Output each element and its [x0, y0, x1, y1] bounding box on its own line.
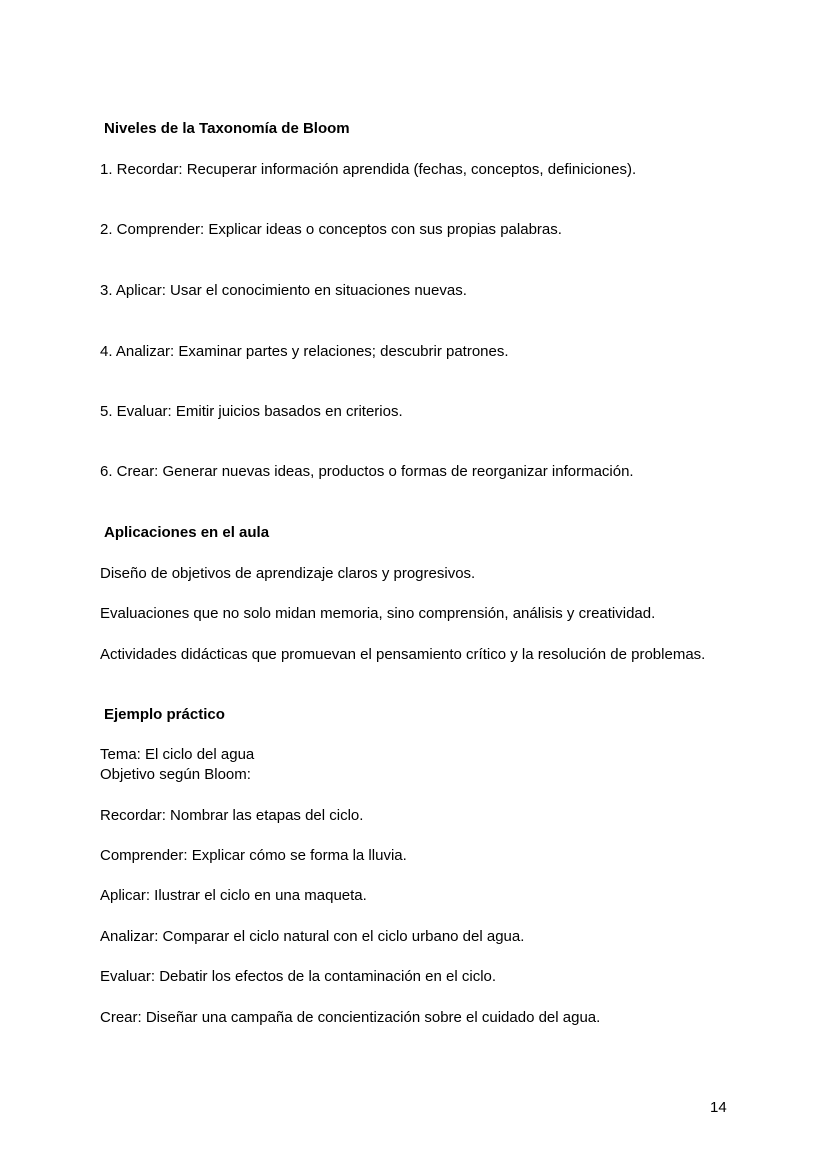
classroom-item: Actividades didácticas que promuevan el pensamiento crítico y la resolución de problemas.	[100, 646, 706, 663]
example-item: Aplicar: Ilustrar el ciclo en una maqueta.	[100, 887, 367, 904]
bloom-level-item: 2. Comprender: Explicar ideas o conceptos con sus propias palabras.	[100, 221, 562, 238]
section-heading-bloom-levels: Niveles de la Taxonomía de Bloom	[104, 120, 350, 137]
page-number: 14	[710, 1099, 727, 1116]
classroom-item: Evaluaciones que no solo midan memoria, sino comprensión, análisis y creatividad.	[100, 605, 656, 622]
example-objective: Objetivo según Bloom:	[100, 766, 251, 783]
example-item: Evaluar: Debatir los efectos de la contaminación en el ciclo.	[100, 968, 497, 985]
classroom-item: Diseño de objetivos de aprendizaje claros y progresivos.	[100, 565, 476, 582]
bloom-level-item: 5. Evaluar: Emitir juicios basados en criterios.	[100, 403, 403, 420]
example-item: Analizar: Comparar el ciclo natural con el ciclo urbano del agua.	[100, 928, 525, 945]
section-heading-example: Ejemplo práctico	[104, 706, 225, 723]
bloom-level-item: 6. Crear: Generar nuevas ideas, productos o formas de reorganizar información.	[100, 463, 634, 480]
example-item: Comprender: Explicar cómo se forma la lluvia.	[100, 847, 407, 864]
bloom-level-item: 3. Aplicar: Usar el conocimiento en situaciones nuevas.	[100, 282, 467, 299]
example-topic: Tema: El ciclo del agua	[100, 746, 255, 763]
section-heading-classroom: Aplicaciones en el aula	[104, 524, 270, 541]
example-item: Crear: Diseñar una campaña de concientización sobre el cuidado del agua.	[100, 1009, 601, 1026]
bloom-level-item: 1. Recordar: Recuperar información aprendida (fechas, conceptos, definiciones).	[100, 161, 637, 178]
example-item: Recordar: Nombrar las etapas del ciclo.	[100, 807, 364, 824]
bloom-level-item: 4. Analizar: Examinar partes y relaciones; descubrir patrones.	[100, 343, 509, 360]
